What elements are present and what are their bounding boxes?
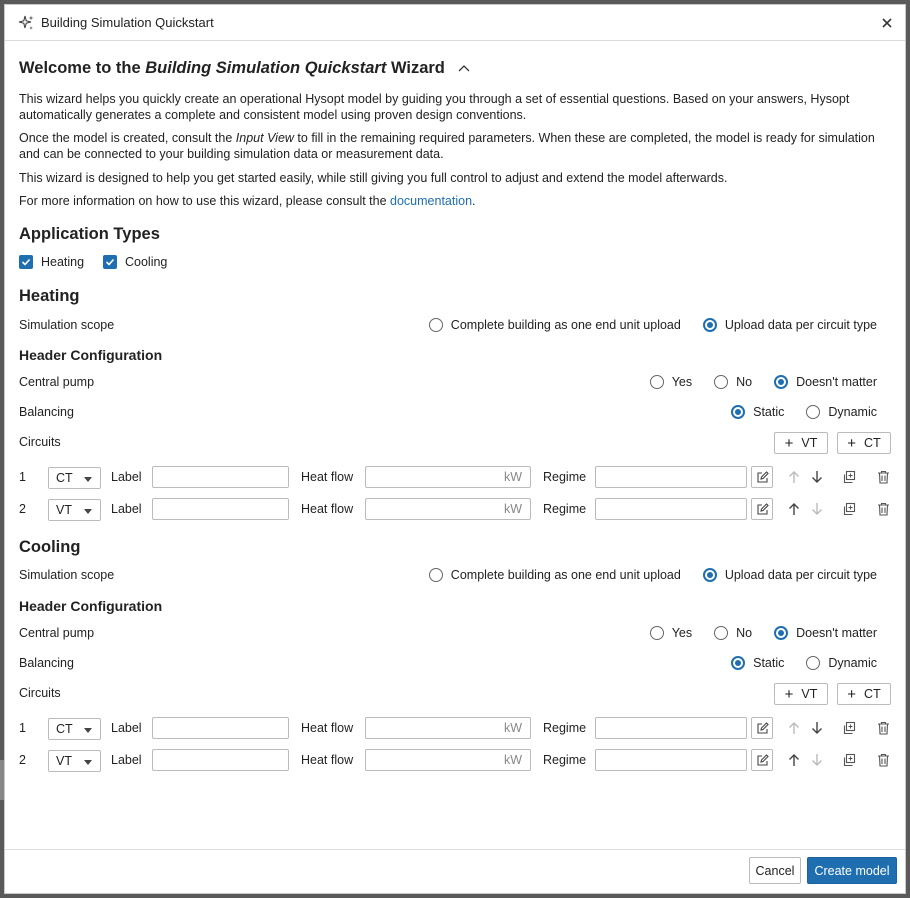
cooling-add-vt-button[interactable] <box>774 683 828 705</box>
radio-label: Complete building as one end unit upload <box>450 568 681 582</box>
create-model-button[interactable]: Create model <box>807 857 897 884</box>
circuit-index: 1 <box>19 470 26 484</box>
heating-simulation-scope-group <box>407 318 877 332</box>
welcome-suffix: Wizard <box>390 59 445 77</box>
welcome-prefix: Welcome to the <box>19 59 141 77</box>
caret-down-icon <box>84 728 92 733</box>
heating-scope-complete-radio[interactable] <box>429 318 681 332</box>
trash-icon[interactable] <box>875 501 891 517</box>
control-paragraph: This wizard is designed to help you get started easily, while still giving you full control to adjust and extend the model afterwards. <box>19 171 728 185</box>
cooling-pump-yes-radio[interactable] <box>650 626 692 640</box>
radio-label: Static <box>753 656 785 670</box>
trash-icon[interactable] <box>875 720 891 736</box>
regime-input[interactable] <box>595 717 747 739</box>
circuit-label-input[interactable] <box>152 498 289 520</box>
arrow-up-icon <box>786 469 802 485</box>
circuit-type-select[interactable] <box>48 499 101 521</box>
radio-label: Dynamic <box>828 656 877 670</box>
heating-header-configuration-heading: Header Configuration <box>19 347 163 363</box>
checkmark-icon <box>103 255 117 269</box>
cooling-pump-doesnt-matter-radio[interactable] <box>774 626 877 640</box>
cooling-scope-complete-radio[interactable] <box>429 568 681 582</box>
arrow-down-icon[interactable] <box>809 720 825 736</box>
radio-label: Static <box>753 405 785 419</box>
heating-simulation-scope-label: Simulation scope <box>19 318 115 332</box>
regime-caption: Regime <box>543 502 587 516</box>
cooling-simulation-scope-group <box>407 568 877 582</box>
radio-label: Yes <box>671 375 693 389</box>
cooling-circuit-row-1 <box>19 717 891 741</box>
circuit-index: 2 <box>19 753 26 767</box>
duplicate-icon[interactable] <box>841 469 857 485</box>
input-view-emphasis: Input View <box>235 131 294 145</box>
edit-icon[interactable] <box>751 498 773 520</box>
edit-icon[interactable] <box>751 749 773 771</box>
cooling-pump-no-radio[interactable] <box>714 626 752 640</box>
close-icon[interactable] <box>879 15 895 31</box>
documentation-link[interactable]: documentation <box>390 194 473 208</box>
heating-balancing-group <box>709 405 877 419</box>
unit-label: kW <box>504 502 523 516</box>
para2-text-a: Once the model is created, consult the <box>19 131 236 145</box>
trash-icon[interactable] <box>875 752 891 768</box>
regime-caption: Regime <box>543 470 587 484</box>
regime-input[interactable] <box>595 498 747 520</box>
heating-circuit-row-2 <box>19 498 891 522</box>
circuit-type-select[interactable] <box>48 718 101 740</box>
heat-flow-caption: Heat flow <box>301 721 354 735</box>
heating-circuits-label: Circuits <box>19 435 61 449</box>
circuit-type-select[interactable] <box>48 467 101 489</box>
circuit-index: 1 <box>19 721 26 735</box>
heating-circuit-row-1 <box>19 466 891 490</box>
circuit-type-value: VT <box>56 503 72 517</box>
cooling-balancing-static-radio[interactable] <box>731 656 784 670</box>
arrow-up-icon[interactable] <box>786 752 802 768</box>
dialog-titlebar <box>5 5 905 41</box>
cooling-header-configuration-heading: Header Configuration <box>19 598 163 614</box>
heat-flow-caption: Heat flow <box>301 753 354 767</box>
quickstart-dialog <box>4 4 906 894</box>
checkmark-icon <box>19 255 33 269</box>
label-caption: Label <box>111 721 142 735</box>
heat-flow-caption: Heat flow <box>301 470 354 484</box>
cooling-simulation-scope-label: Simulation scope <box>19 568 115 582</box>
regime-caption: Regime <box>543 753 587 767</box>
cooling-checkbox-label: Cooling <box>125 255 168 269</box>
add-vt-label: VT <box>801 687 818 701</box>
dialog-content <box>5 41 905 851</box>
heating-pump-yes-radio[interactable] <box>650 375 692 389</box>
circuit-type-value: CT <box>56 722 73 736</box>
arrow-up-icon <box>786 720 802 736</box>
circuit-label-input[interactable] <box>152 466 289 488</box>
trash-icon[interactable] <box>875 469 891 485</box>
heat-flow-caption: Heat flow <box>301 502 354 516</box>
arrow-down-icon <box>809 501 825 517</box>
welcome-title <box>19 59 471 78</box>
label-caption: Label <box>111 753 142 767</box>
heating-pump-no-radio[interactable] <box>714 375 752 389</box>
heating-checkbox[interactable] <box>19 255 84 269</box>
plus-icon: + <box>784 685 794 703</box>
arrow-down-icon <box>809 752 825 768</box>
cooling-add-ct-button[interactable] <box>837 683 891 705</box>
heating-balancing-label: Balancing <box>19 405 74 419</box>
para4-text-b: . <box>472 194 476 208</box>
circuit-type-value: VT <box>56 754 72 768</box>
heating-pump-doesnt-matter-radio[interactable] <box>774 375 877 389</box>
heating-add-vt-button[interactable] <box>774 432 828 454</box>
plus-icon: + <box>847 685 857 703</box>
heating-add-ct-button[interactable] <box>837 432 891 454</box>
arrow-down-icon[interactable] <box>809 469 825 485</box>
caret-down-icon <box>84 509 92 514</box>
para4-text-a: For more information on how to use this wizard, please consult the <box>19 194 391 208</box>
cooling-central-pump-group <box>628 626 877 640</box>
edit-icon[interactable] <box>751 466 773 488</box>
heating-checkbox-label: Heating <box>41 255 85 269</box>
heating-balancing-dynamic-radio[interactable] <box>806 405 877 419</box>
plus-icon: + <box>784 434 794 452</box>
radio-label: Upload data per circuit type <box>724 568 877 582</box>
chevron-up-icon[interactable] <box>457 62 471 76</box>
cooling-central-pump-label: Central pump <box>19 626 95 640</box>
radio-label: Doesn't matter <box>796 375 877 389</box>
dialog-footer <box>5 849 905 893</box>
arrow-up-icon[interactable] <box>786 501 802 517</box>
caret-down-icon <box>84 760 92 765</box>
circuit-label-input[interactable] <box>152 717 289 739</box>
regime-input[interactable] <box>595 466 747 488</box>
cooling-heading: Cooling <box>19 538 81 556</box>
label-caption: Label <box>111 470 142 484</box>
heating-central-pump-label: Central pump <box>19 375 95 389</box>
cooling-balancing-dynamic-radio[interactable] <box>806 656 877 670</box>
edit-icon[interactable] <box>751 717 773 739</box>
circuit-type-select[interactable] <box>48 750 101 772</box>
add-ct-label: CT <box>864 687 881 701</box>
caret-down-icon <box>84 477 92 482</box>
add-ct-label: CT <box>864 436 881 450</box>
heating-balancing-static-radio[interactable] <box>731 405 784 419</box>
unit-label: kW <box>504 721 523 735</box>
radio-label: Dynamic <box>828 405 877 419</box>
unit-label: kW <box>504 470 523 484</box>
radio-label: Yes <box>671 626 693 640</box>
radio-label: No <box>736 375 753 389</box>
radio-label: Upload data per circuit type <box>724 318 877 332</box>
cooling-scope-per-circuit-radio[interactable] <box>703 568 877 582</box>
unit-label: kW <box>504 753 523 767</box>
radio-label: Doesn't matter <box>796 626 877 640</box>
documentation-paragraph <box>19 193 889 209</box>
input-view-paragraph <box>19 130 889 162</box>
radio-label: Complete building as one end unit upload <box>450 318 681 332</box>
para2-text-b: to fill in the remaining required parameters. When these are completed, the model is ready for simulation and can be connected to your building simulation data or measurement data. <box>19 131 875 161</box>
cooling-balancing-group <box>709 656 877 670</box>
cooling-checkbox[interactable] <box>103 255 167 269</box>
sparkle-icon <box>17 14 35 32</box>
duplicate-icon[interactable] <box>841 752 857 768</box>
plus-icon: + <box>847 434 857 452</box>
heating-heading: Heating <box>19 287 80 305</box>
duplicate-icon[interactable] <box>841 720 857 736</box>
circuit-label-input[interactable] <box>152 749 289 771</box>
welcome-emphasis: Building Simulation Quickstart <box>145 59 387 77</box>
radio-label: No <box>736 626 753 640</box>
application-types-heading: Application Types <box>19 225 160 243</box>
cancel-button[interactable]: Cancel <box>749 857 801 884</box>
dialog-title: Building Simulation Quickstart <box>41 15 214 30</box>
add-vt-label: VT <box>801 436 818 450</box>
cooling-circuit-row-2 <box>19 749 891 773</box>
regime-caption: Regime <box>543 721 587 735</box>
intro-paragraph: This wizard helps you quickly create an operational Hysopt model by guiding you through a set of essential questions. Based on your answers, Hysopt automatically generates a complete and consistent model using proven design conventions. <box>19 92 850 122</box>
duplicate-icon[interactable] <box>841 501 857 517</box>
heating-scope-per-circuit-radio[interactable] <box>703 318 877 332</box>
circuit-index: 2 <box>19 502 26 516</box>
heating-central-pump-group <box>628 375 877 389</box>
label-caption: Label <box>111 502 142 516</box>
cooling-balancing-label: Balancing <box>19 656 74 670</box>
regime-input[interactable] <box>595 749 747 771</box>
cooling-circuits-label: Circuits <box>19 686 61 700</box>
circuit-type-value: CT <box>56 471 73 485</box>
